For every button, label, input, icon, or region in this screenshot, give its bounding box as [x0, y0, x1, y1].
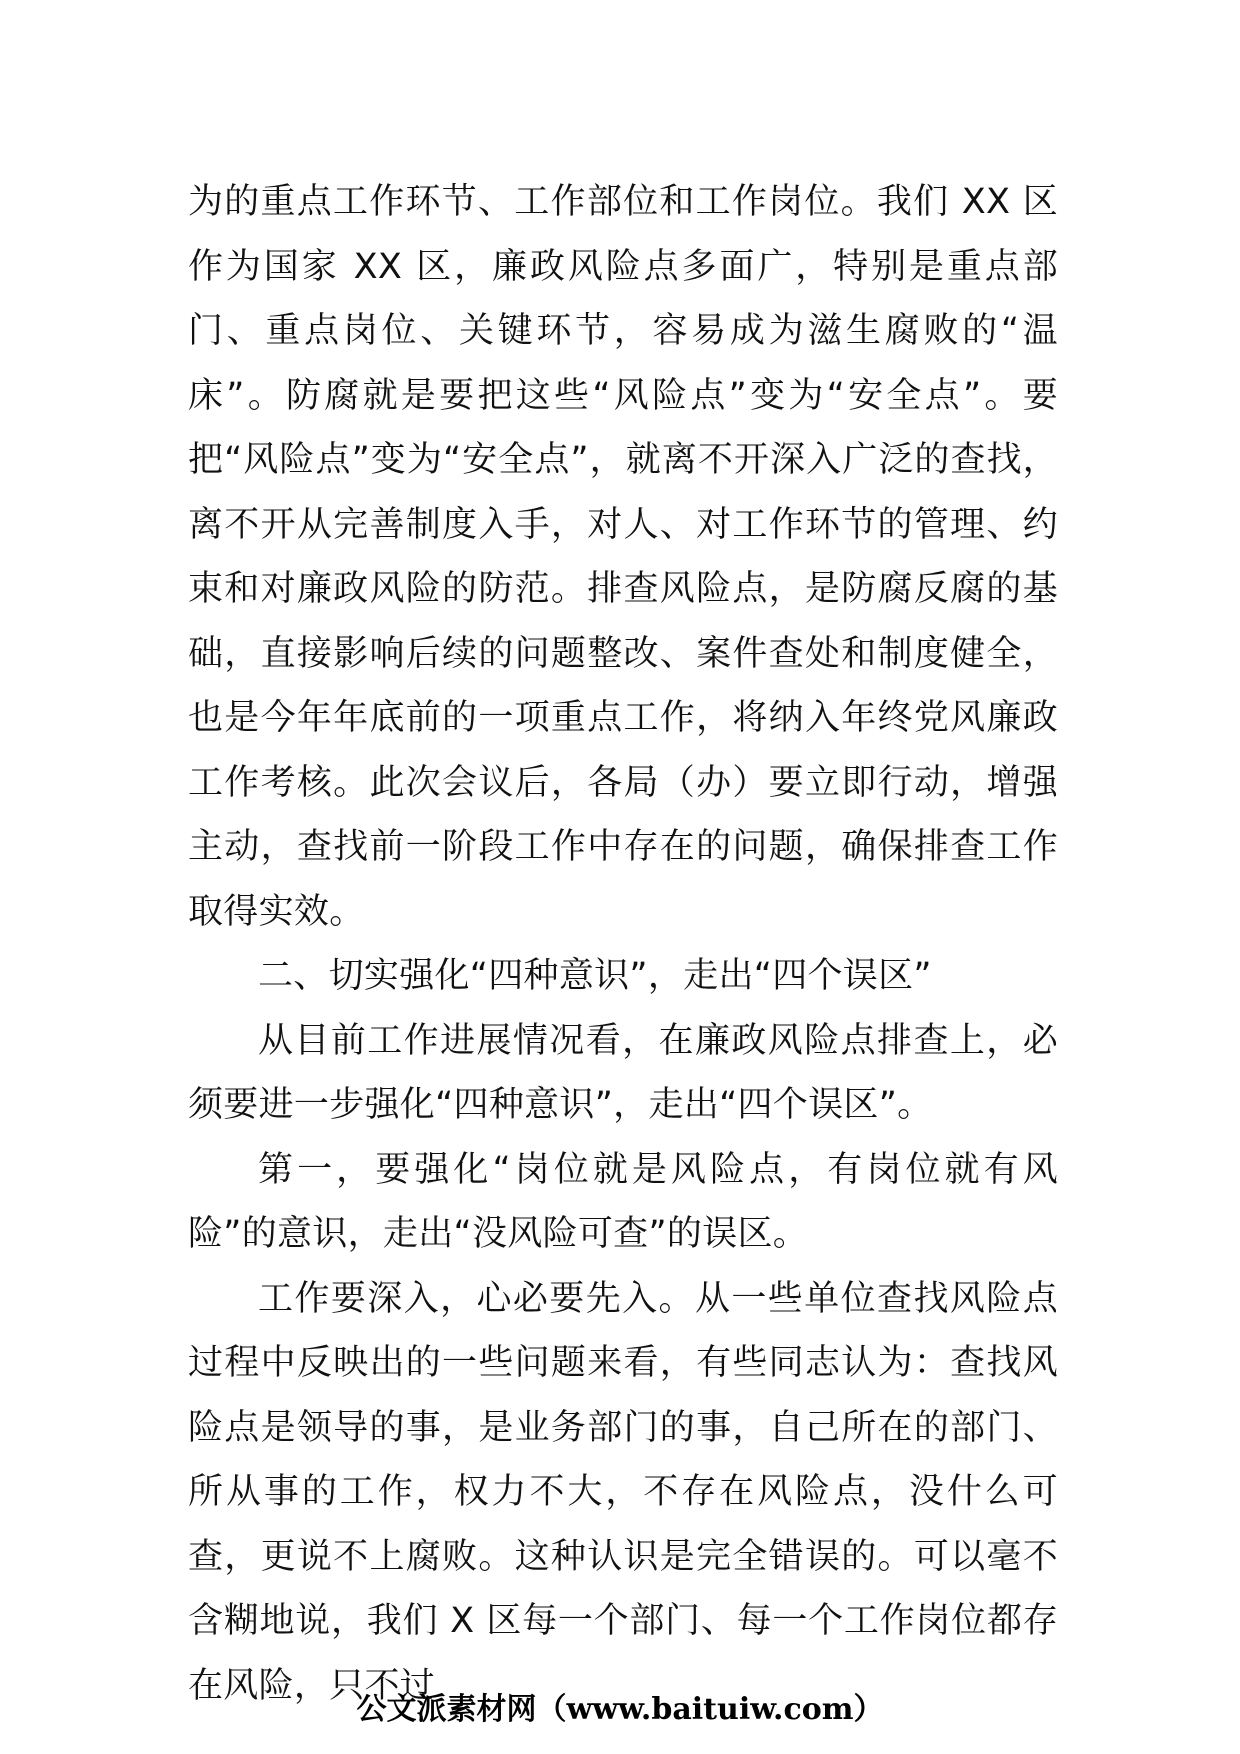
document-body [188, 170, 1058, 1718]
paragraph: 工作要深入，心必要先入。从一些单位查找风险点过程中反映出的一些问题来看，有些同志认为：查找风险点是领导的事，是业务部门的事，自己所在的部门、所从事的工作，权力不大，不存在风险点，没什么可查，更说不上腐败。这种认识是完全错误的。可以毫不含糊地说，我们 X 区每一个部门、每一个工作岗位都存在风险，只不过 [188, 1278, 1058, 1706]
paragraph-continuation: 为的重点工作环节、工作部位和工作岗位。我们 XX 区作为国家 XX 区，廉政风险点多面广，特别是重点部门、重点岗位、关键环节，容易成为滋生腐败的“温床”。防腐就是要把这些“风险点”变为“安全点”。要把“风险点”变为“安全点”，就离不开深入广泛的查找，离不开从完善制度入手，对人、对工作环节的管理、约束和对廉政风险的防范。排查风险点，是防腐反腐的基础，直接影响后续的问题整改、案件查处和制度健全，也是今年年底前的一项重点工作，将纳入年终党风廉政工作考核。此次会议后，各局（办）要立即行动，增强主动，查找前一阶段工作中存在的问题，确保排查工作取得实效。 [188, 182, 1058, 932]
section-heading: 二、切实强化“四种意识”，走出“四个误区” [258, 956, 932, 996]
paragraph-point-one: 第一，要强化“岗位就是风险点，有岗位就有风险”的意识，走出“没风险可查”的误区。 [188, 1149, 1058, 1254]
footer-watermark: 公文派素材网（www.baituiw.com） [356, 1692, 884, 1727]
paragraph: 从目前工作进展情况看，在廉政风险点排查上，必须要进一步强化“四种意识”，走出“四个误区”。 [188, 1020, 1058, 1125]
